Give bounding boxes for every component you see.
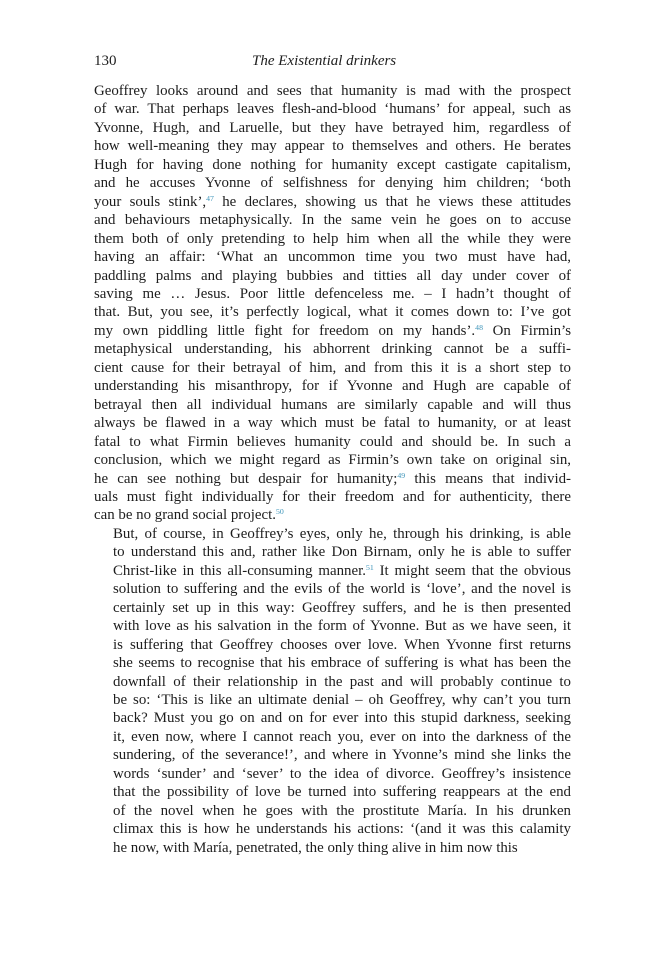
line-text: that the possibility of love be turned into suffering reappears at the end [113,784,571,801]
text-line [94,156,571,174]
line-text: this means that individ- [405,470,571,487]
book-page [94,53,571,857]
running-head [94,53,571,71]
text-line [94,82,571,100]
line-text: solution to suffering and the evils of the world is ‘love’, and the novel is [113,581,571,598]
text-line [94,451,571,469]
text-line [94,802,571,820]
line-text: and he accuses Yvonne of selfishness for denying him children; ‘both [94,175,571,192]
text-line [94,119,571,137]
text-line [94,525,571,543]
text-line [94,377,571,395]
line-text: of the novel when he goes with the prostitute María. In his drunken [113,802,571,819]
text-line [94,673,571,691]
line-text: he declares, showing us that he views these attitudes [213,193,571,210]
line-text: paddling palms and playing bubbies and titties all day under cover of [94,267,571,284]
text-line [94,267,571,285]
line-text: she seems to recognise that his embrace of suffering is what has been the [113,655,571,672]
text-line [94,506,571,524]
line-text: Yvonne, Hugh, and Laruelle, but they have betrayed him, regardless of [94,119,571,136]
footnote-reference[interactable]: 47 [206,193,214,203]
line-text: my own piddling little fight for freedom on my hands’. [94,322,476,339]
text-line [94,433,571,451]
text-line [94,765,571,783]
text-line [94,285,571,303]
text-line [94,839,571,857]
footnote-reference[interactable]: 48 [475,322,483,332]
line-text: conclusion, which we might regard as Firmin’s own take on original sin, [94,452,571,469]
text-line [94,303,571,321]
text-line [94,340,571,358]
text-line [94,543,571,561]
text-line [94,691,571,709]
text-line [94,654,571,672]
line-text: uals must fight individually for their freedom and for authenticity, there [94,488,571,505]
line-text: fatal to what Firmin believes humanity could and should be. In such a [94,433,571,450]
line-text: certainly set up in this way: Geoffrey suffers, and he is then presented [113,599,571,616]
line-text: It might seem that the obvious [373,562,571,579]
page-number: 130 [94,53,117,69]
line-text: how well-meaning they may appear to themselves and others. He berates [94,138,571,155]
line-text: words ‘sunder’ and ‘sever’ to the idea of divorce. Geoffrey’s insistence [113,765,571,782]
text-line [94,820,571,838]
text-line [94,599,571,617]
line-text: back? Must you go on and on for ever into this stupid darkness, seeking [113,710,571,727]
text-line [94,414,571,432]
line-text: to understand this and, rather like Don Birnam, only he is able to suffer [113,544,571,561]
text-line [94,359,571,377]
footnote-reference[interactable]: 49 [397,470,406,480]
line-text: them both of only pretending to help him when all the while they were [94,230,571,247]
line-text: is suffering that Geoffrey chooses over love. When Yvonne first returns [113,636,571,653]
text-line [94,137,571,155]
text-line [94,783,571,801]
line-text: metaphysical understanding, his abhorrent drinking cannot be a suffi- [94,341,571,358]
line-text: On Firmin’s [482,322,572,339]
line-text: be so: ‘This is like an ultimate denial – oh Geoffrey, why can’t you turn [113,691,571,708]
body-paragraph-1 [94,82,571,525]
text-line [94,488,571,506]
text-line [94,193,571,211]
line-text: always be flawed in a way which must be fatal to humanity, or at least [94,415,571,432]
body-paragraph-2 [94,525,571,857]
line-text: betrayal then all individual humans are similarly capable and will thus [94,396,571,413]
line-text: Geoffrey looks around and sees that humanity is mad with the prospect [94,83,571,99]
text-line [94,636,571,654]
line-text: and behaviours metaphysically. In the same vein he goes on to accuse [94,212,571,229]
text-line [94,709,571,727]
line-text: But, of course, in Geoffrey’s eyes, only he, through his drinking, is able [113,525,571,542]
line-text: he can see nothing but despair for humanity; [94,470,398,487]
text-line [94,174,571,192]
text-line [94,617,571,635]
text-line [94,470,571,488]
line-text: it, even now, where I cannot reach you, ever on into the darkness of the [113,728,571,745]
line-text: with love as his salvation in the form of Yvonne. But as we have seen, it [113,618,571,635]
line-text: Christ-like in this all-consuming manner. [113,562,366,579]
text-line [94,396,571,414]
text-line [94,580,571,598]
line-text: of war. That perhaps leaves flesh-and-blood ‘humans’ for appeal, such as [94,101,571,118]
line-text: understanding his misanthropy, for if Yvonne and Hugh are capable of [94,378,571,395]
running-title: The Existential drinkers [252,53,397,69]
footnote-reference[interactable]: 51 [365,562,374,572]
line-text: that. But, you see, it’s perfectly logical, what it comes down to: I’ve got [94,304,571,321]
line-text: cient cause for their betrayal of him, and from this it is a short step to [94,359,571,376]
footnote-reference[interactable]: 50 [275,507,284,517]
line-text: Hugh for having done nothing for humanity except castigate capitalism, [94,156,571,173]
text-line [94,211,571,229]
text-line [94,100,571,118]
line-text: climax this is how he understands his actions: ‘(and it was this calamity [113,821,571,838]
line-text: he now, with María, penetrated, the only thing alive in him now this [113,839,518,856]
line-text: your souls stink’, [94,193,207,210]
text-line [94,728,571,746]
line-text: sundering, of the severance!’, and where in Yvonne’s mind she links the [113,747,571,764]
text-line [94,230,571,248]
line-text: having an affair: ‘What an uncommon time you two must have had, [94,249,571,266]
line-text: saving me … Jesus. Poor little defenceless me. – I hadn’t thought of [94,285,571,302]
text-line [94,322,571,340]
text-line [94,562,571,580]
line-text: downfall of their relationship in the past and will probably continue to [113,673,571,690]
text-line [94,248,571,266]
line-text: can be no grand social project. [94,507,276,524]
text-line [94,746,571,764]
